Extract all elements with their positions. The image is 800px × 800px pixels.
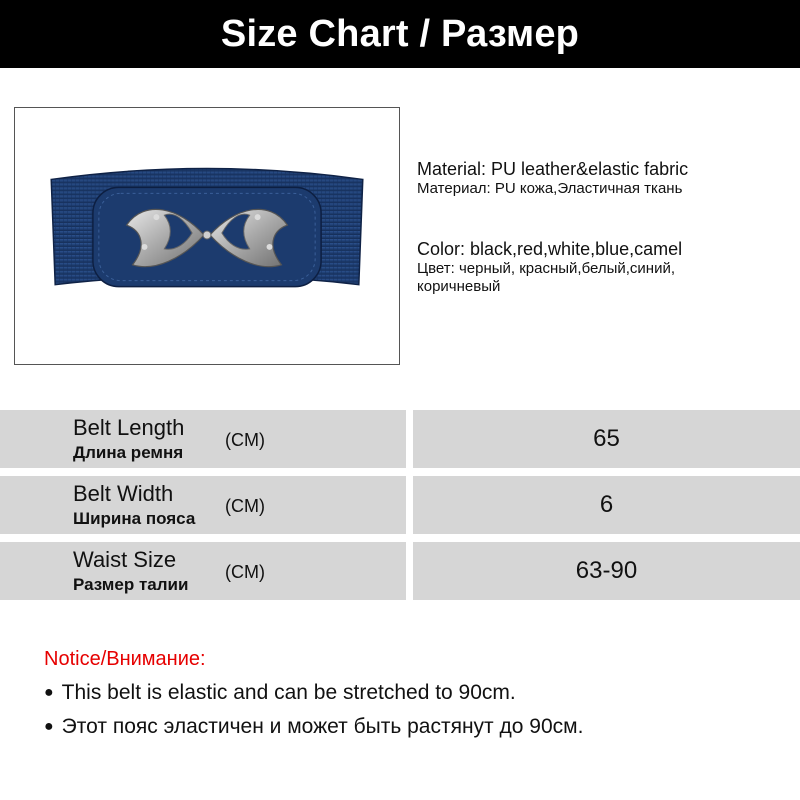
row-label-cell	[0, 542, 406, 600]
row-label-en: Waist Size	[73, 547, 177, 572]
notice-line-en	[44, 680, 516, 706]
row-label-ru: Ширина пояса	[73, 509, 196, 528]
row-unit: (CM)	[225, 430, 265, 450]
row-unit: (CM)	[225, 496, 265, 516]
color-en: Color: black,red,white,blue,camel	[417, 239, 683, 259]
bullet-icon: ●	[44, 718, 54, 735]
page-title: Size Chart / Размер	[220, 12, 580, 55]
notice-line-ru	[44, 714, 583, 740]
row-label-ru: Длина ремня	[73, 443, 184, 462]
table-row	[0, 542, 800, 600]
row-value: 63-90	[575, 557, 638, 584]
table-row	[0, 476, 800, 534]
row-label-cell	[0, 476, 406, 534]
material-ru: Материал: PU кожа,Эластичная ткань	[417, 180, 683, 197]
material-en: Material: PU leather&elastic fabric	[417, 159, 689, 179]
row-label-en: Belt Width	[73, 481, 174, 506]
table-row	[0, 410, 800, 468]
row-label-ru: Размер талии	[73, 575, 189, 594]
row-unit: (CM)	[225, 562, 265, 582]
row-value-cell	[413, 410, 800, 468]
row-value: 6	[599, 491, 614, 518]
color-ru-line2: коричневый	[417, 278, 501, 295]
material-info	[417, 158, 797, 198]
header-bar	[0, 0, 800, 68]
notice-text-ru: Этот пояс эластичен и может быть растянут до 90см.	[61, 715, 584, 738]
row-label-cell	[0, 410, 406, 468]
notice-text-en: This belt is elastic and can be stretched to 90cm.	[61, 681, 516, 704]
color-info	[417, 238, 797, 296]
color-ru-line1: Цвет: черный, красный,белый,синий,	[417, 260, 676, 277]
row-value-cell	[413, 542, 800, 600]
row-label-en: Belt Length	[73, 415, 185, 440]
row-value-cell	[413, 476, 800, 534]
bullet-icon: ●	[44, 684, 54, 701]
notice-title: Notice/Внимание:	[44, 648, 206, 670]
product-photo	[14, 107, 400, 365]
belt-photo-icon	[15, 108, 399, 364]
row-value: 65	[593, 425, 620, 452]
